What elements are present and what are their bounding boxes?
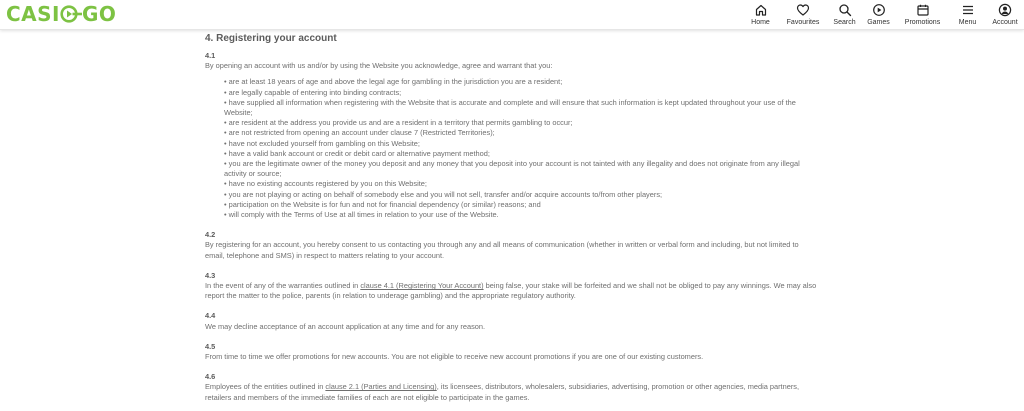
section-text [205,281,817,301]
play-circle-icon [872,3,886,17]
warranty-list [224,77,817,220]
list-item: • you are not playing or acting on behalf of somebody else and you will not sell, transfer and/or acquire accounts to/from other players; [224,190,817,200]
nav-promotions-label: Promotions [904,19,941,26]
logo-text-right: GO [82,2,117,26]
logo-play-icon [60,4,88,24]
list-item: • have no existing accounts registered by you on this Website; [224,179,817,189]
hamburger-icon [961,3,975,17]
section-4-3 [205,271,817,302]
clause-2-1-link[interactable]: clause 2.1 (Parties and Licensing) [325,382,437,392]
nav-menu[interactable] [949,0,986,29]
section-number: 4.6 [205,372,216,382]
logo-text-left: CASI [6,2,61,26]
list-item: • have a valid bank account or credit or debit card or alternative payment method; [224,149,817,159]
main-nav [743,0,1024,29]
section-number: 4.3 [205,270,216,280]
heart-icon [796,3,810,17]
nav-favourites[interactable] [778,0,828,29]
home-icon [754,3,768,17]
nav-favourites-label: Favourites [786,19,820,26]
nav-search-label: Search [833,19,856,26]
text-before-link: In the event of any of the warranties outlined in [205,281,361,291]
section-text: We may decline acceptance of an account application at any time and for any reason. [205,321,486,331]
section-4-2 [205,230,817,261]
nav-home-label: Home [751,19,770,26]
nav-account-label: Account [992,19,1018,26]
section-text: By registering for an account, you hereby consent to us contacting you through any and all means of communication (whether in written or verbal form and including, but not limited to email, telephone and SMS) in respect to matters relating to your account. [205,240,799,260]
section-number: 4.1 [205,51,216,60]
nav-home[interactable] [743,0,778,29]
section-4-4 [205,311,817,331]
list-item: • are not restricted from opening an account under clause 7 (Restricted Territories); [224,128,817,138]
section-number: 4.4 [205,311,216,321]
top-navigation-bar [0,0,1024,30]
list-item: • have not excluded yourself from gambling on this Website; [224,139,817,149]
section-4-6 [205,372,817,403]
section-text: From time to time we offer promotions for new accounts. You are not eligible to receive new account promotions if you are one of our existing customers. [205,352,704,362]
section-4-5 [205,342,817,362]
list-item: • you are the legitimate owner of the money you deposit and any money that you deposit into your account is not tainted with any illegality and does not originate from any illegal activity or source; [224,159,817,179]
nav-games[interactable] [861,0,896,29]
section-number: 4.5 [205,341,216,351]
section-text [205,382,817,402]
terms-content [205,29,817,403]
text-before-link: Employees of the entities outlined in [205,382,326,392]
search-icon [838,3,852,17]
text-after-link: , its licensees, distributors, wholesalers, subsidiaries, advertising, promotion or other agencies, media partners, retailers and members of the immediate families of each are not eligible to participate in the games. [205,382,800,402]
list-item: • participation on the Website is for fun and not for financial dependency (or similar) reasons; and [224,200,817,210]
user-circle-icon [998,3,1012,17]
list-item: • will comply with the Terms of Use at all times in relation to your use of the Website. [224,210,817,220]
list-item: • are resident at the address you provide us and are a resident in a territory that permits gambling to occur; [224,118,817,128]
page-title: 4. Registering your account [205,33,337,44]
nav-search[interactable] [828,0,861,29]
text-after-link: being false, your stake will be forfeited and we shall not be obliged to pay any winnings. We may also report the matter to the police, parents (in relation to underage gambling) and the appropriate regulatory authority. [205,281,817,301]
nav-menu-label: Menu [958,19,977,26]
section-number: 4.2 [205,230,216,240]
calendar-icon [916,3,930,17]
section-text: By opening an account with us and/or by using the Website you acknowledge, agree and warrant that you: [205,61,553,71]
list-item: • are at least 18 years of age and above the legal age for gambling in the jurisdiction you are a resident; [224,77,817,87]
clause-4-1-link[interactable]: clause 4.1 (Registering Your Account) [360,281,484,291]
nav-account[interactable] [986,0,1024,29]
nav-promotions[interactable] [896,0,949,29]
section-4-1 [205,51,817,220]
nav-games-label: Games [867,19,890,26]
list-item: • are legally capable of entering into binding contracts; [224,88,817,98]
casigo-logo[interactable] [6,4,116,24]
list-item: • have supplied all information when registering with the Website that is accurate and complete and will ensure that such information is kept updated throughout your use of the Website; [224,98,817,118]
